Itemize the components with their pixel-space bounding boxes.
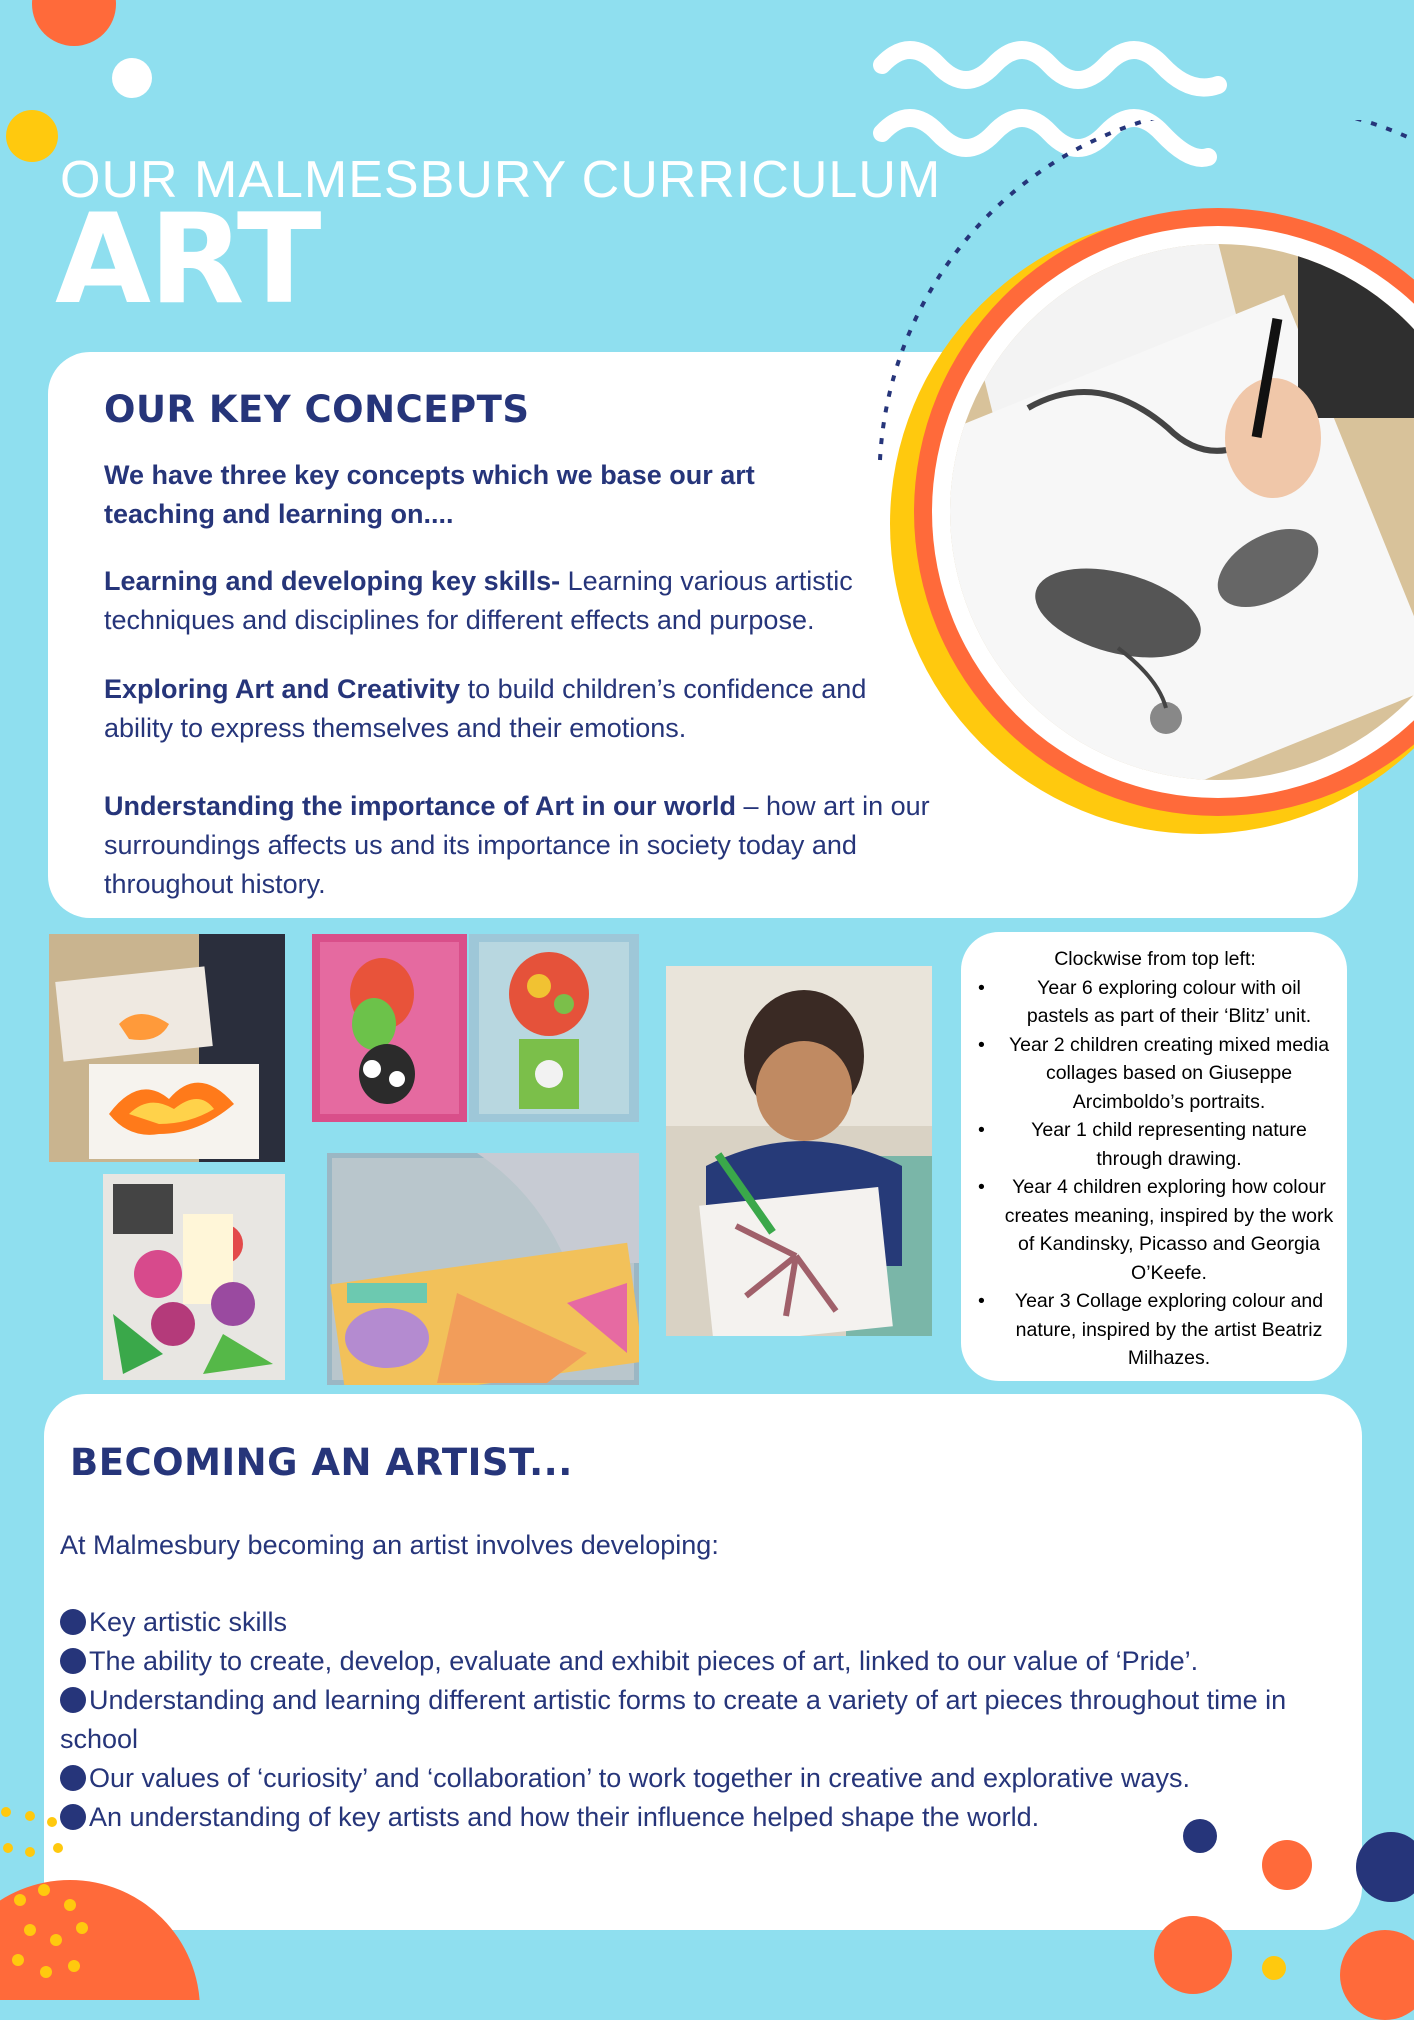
caption-bullet: • <box>978 1290 985 1312</box>
concept-lead: Exploring Art and Creativity <box>104 674 461 704</box>
artist-list-item <box>60 1798 1340 1837</box>
artist-list-item <box>60 1759 1340 1798</box>
caption-item <box>976 1031 1334 1117</box>
decor-orange-dot-bottom <box>1154 1916 1232 1994</box>
decor-yellow-dot <box>6 110 58 162</box>
caption-item <box>976 974 1334 1031</box>
bullet-dot <box>60 1648 86 1674</box>
caption-item-text: Year 3 Collage exploring colour and nature, inspired by the artist Beatriz Milhazes. <box>1014 1290 1324 1369</box>
artist-list-item <box>60 1681 1340 1759</box>
caption-title: Clockwise from top left: <box>1054 948 1256 970</box>
concept-text: to build children’s confidence and ability to express themselves and their emotions. <box>104 674 867 743</box>
artist-list-item-text: Our values of ‘curiosity’ and ‘collaboration’ to work together in creative and explorative ways. <box>89 1763 1191 1793</box>
caption-item <box>976 1173 1334 1287</box>
caption-item-text: Year 6 exploring colour with oil pastels as part of their ‘Blitz’ unit. <box>1026 976 1312 1027</box>
curriculum-subtitle: OUR MALMESBURY CURRICULUM <box>60 151 942 209</box>
photo-year3-milhazes-collage <box>103 1174 285 1380</box>
decor-white-dot <box>112 58 152 98</box>
becoming-artist-heading: BECOMING AN ARTIST... <box>70 1441 573 1484</box>
decor-bottom-left <box>0 1800 210 2000</box>
artist-list-item-text: The ability to create, develop, evaluate and exhibit pieces of art, linked to our value of ‘Pride’. <box>89 1646 1199 1676</box>
artist-list-item-text: Key artistic skills <box>89 1607 288 1637</box>
caption-bullet: • <box>978 1176 985 1198</box>
decor-navy-dot-small <box>1183 1819 1217 1853</box>
photo-caption <box>976 945 1334 1373</box>
page-title: ART <box>55 188 320 332</box>
caption-bullet: • <box>978 1119 985 1141</box>
decor-orange-circle-top <box>32 0 116 46</box>
becoming-artist-list <box>60 1603 1340 1837</box>
bullet-dot <box>60 1609 86 1635</box>
artist-list-item-text: Understanding and learning different artistic forms to create a variety of art pieces throughout time in school <box>60 1685 1287 1754</box>
concept-lead: Understanding the importance of Art in our world <box>104 791 737 821</box>
artist-list-item <box>60 1642 1340 1681</box>
caption-item <box>976 1287 1334 1373</box>
artist-list-item <box>60 1603 1340 1642</box>
key-concepts-intro-text: We have three key concepts which we base our art teaching and learning on.... <box>104 460 755 529</box>
becoming-artist-intro: At Malmesbury becoming an artist involves developing: <box>60 1530 719 1560</box>
photo-year2-collage-right <box>469 934 639 1122</box>
concept-item-skills <box>104 562 894 640</box>
photo-year4-kandinsky <box>327 1153 639 1385</box>
bullet-dot <box>60 1765 86 1791</box>
decor-navy-dot-large <box>1356 1832 1414 1902</box>
bullet-dot <box>60 1687 86 1713</box>
concept-item-importance <box>104 787 954 904</box>
decor-orange-dot-mid <box>1262 1840 1312 1890</box>
photo-year6-oil-pastels <box>49 934 285 1162</box>
caption-bullet: • <box>978 976 985 999</box>
caption-item-text: Year 1 child representing nature through drawing. <box>1031 1119 1307 1170</box>
artist-list-item-text: An understanding of key artists and how their influence helped shape the world. <box>89 1802 1040 1832</box>
decor-yellow-dot-bottom <box>1262 1956 1286 1980</box>
caption-item-text: Year 2 children creating mixed media collages based on Giuseppe Arcimboldo’s portraits. <box>1008 1033 1330 1113</box>
caption-item <box>976 1116 1334 1173</box>
key-concepts-intro <box>104 456 784 534</box>
photo-year1-nature-drawing <box>666 966 932 1336</box>
concept-text: Learning various artistic techniques and disciplines for different effects and purpose. <box>104 566 853 635</box>
concept-lead: Learning and developing key skills- <box>104 566 561 596</box>
concept-item-creativity <box>104 670 904 748</box>
caption-bullet: • <box>978 1033 985 1056</box>
decor-orange-dot-corner <box>1340 1930 1414 2020</box>
photo-year2-collage-left <box>312 934 467 1122</box>
key-concepts-heading: OUR KEY CONCEPTS <box>104 388 530 431</box>
caption-item-text: Year 4 children exploring how colour creates meaning, inspired by the work of Kandinsky, Picasso and Georgia O’Keefe. <box>1004 1176 1334 1284</box>
caption-list <box>976 974 1334 1373</box>
concept-text: – how art in our surroundings affects us and its importance in society today and throughout history. <box>104 791 930 899</box>
